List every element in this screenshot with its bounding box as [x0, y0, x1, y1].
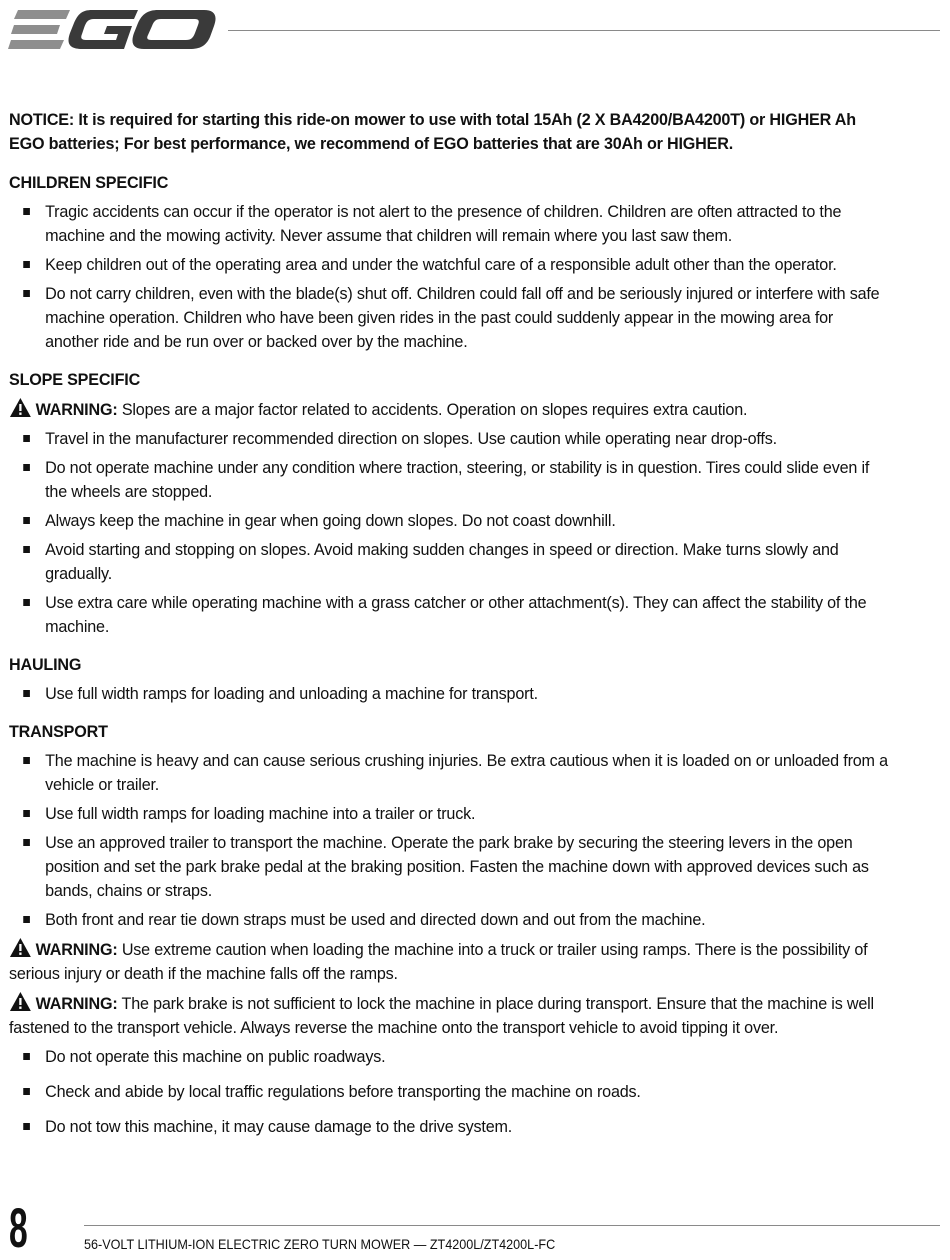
square-bullet-icon	[23, 599, 30, 606]
footer-product-title: 56-VOLT LITHIUM-ION ELECTRIC ZERO TURN MOWER — ZT4200L/ZT4200L-FC	[84, 1236, 556, 1252]
list-item	[9, 253, 891, 277]
header-rule	[228, 30, 940, 31]
footer-rule	[84, 1225, 940, 1226]
square-bullet-icon	[23, 916, 30, 923]
warning-label: WARNING:	[35, 940, 118, 959]
list-item-text: Avoid starting and stopping on slopes. Avoid making sudden changes in speed or direction. Make turns slowly and gradually.	[45, 540, 839, 583]
list-item	[9, 802, 891, 826]
hauling-list	[9, 682, 891, 706]
list-item-text: Always keep the machine in gear when going down slopes. Do not coast downhill.	[45, 511, 616, 530]
square-bullet-icon	[23, 546, 30, 553]
list-item-text: Check and abide by local traffic regulations before transporting the machine on roads.	[45, 1082, 641, 1101]
list-item	[9, 1045, 891, 1069]
list-item	[9, 538, 891, 586]
list-item	[9, 591, 891, 639]
transport-warning-park-brake	[9, 991, 891, 1040]
list-item-text: Do not carry children, even with the blade(s) shut off. Children could fall off and be seriously injured or interfere with safe machine operation. Children who have been given rides in the past could suddenly appear in the mowing area for another ride and be run over or backed over by the machine.	[45, 284, 880, 351]
list-item	[9, 200, 891, 248]
square-bullet-icon	[23, 290, 30, 297]
section-title-slope: SLOPE SPECIFIC	[9, 370, 141, 389]
list-item-text: Use an approved trailer to transport the machine. Operate the park brake by securing the steering levers in the open position and set the park brake pedal at the braking position. Fasten the machine down with approved devices such as bands, chains or straps.	[45, 833, 869, 900]
notice-paragraph: NOTICE: It is required for starting this ride-on mower to use with total 15Ah (2 X BA4200/BA4200T) or HIGHER Ah EGO batteries; For best performance, we recommend of EGO batteries that are 30Ah or HIGHER.	[9, 110, 856, 153]
warning-text: Use extreme caution when loading the machine into a truck or trailer using ramps. There is the possibility of serious injury or death if the machine falls off the ramps.	[9, 940, 868, 983]
list-item-text: Keep children out of the operating area and under the watchful care of a responsible adult other than the operator.	[45, 255, 837, 274]
section-title-transport: TRANSPORT	[9, 722, 108, 741]
list-item-text: Both front and rear tie down straps must be used and directed down and out from the machine.	[45, 910, 706, 929]
square-bullet-icon	[23, 1088, 30, 1095]
warning-triangle-icon	[9, 991, 32, 1012]
square-bullet-icon	[23, 690, 30, 697]
list-item	[9, 749, 891, 797]
list-item-text: Use full width ramps for loading machine into a trailer or truck.	[45, 804, 476, 823]
warning-label: WARNING:	[35, 994, 118, 1013]
list-item	[9, 831, 891, 903]
square-bullet-icon	[23, 1123, 30, 1130]
warning-label: WARNING:	[35, 400, 118, 419]
page-number: 8	[9, 1196, 28, 1259]
list-item	[9, 1080, 891, 1104]
square-bullet-icon	[23, 208, 30, 215]
list-item-text: Do not operate this machine on public roadways.	[45, 1047, 386, 1066]
square-bullet-icon	[23, 810, 30, 817]
list-item-text: The machine is heavy and can cause serious crushing injuries. Be extra cautious when it is loaded on or unloaded from a vehicle or trailer.	[45, 751, 888, 794]
list-item	[9, 1115, 891, 1139]
warning-text: The park brake is not sufficient to lock the machine in place during transport. Ensure that the machine is well fastened to the transport vehicle. Always reverse the machine onto the transport vehicle to avoid tipping it over.	[9, 994, 874, 1037]
list-item	[9, 427, 891, 451]
list-item	[9, 282, 891, 354]
list-item	[9, 456, 891, 504]
square-bullet-icon	[23, 839, 30, 846]
list-item-text: Travel in the manufacturer recommended direction on slopes. Use caution while operating near drop-offs.	[45, 429, 777, 448]
slope-warning	[9, 397, 891, 422]
square-bullet-icon	[23, 517, 30, 524]
list-item-text: Tragic accidents can occur if the operator is not alert to the presence of children. Children are often attracted to the machine and the mowing activity. Never assume that children will remain where you last saw them.	[45, 202, 842, 245]
warning-text: Slopes are a major factor related to accidents. Operation on slopes requires extra caution.	[117, 400, 748, 419]
warning-triangle-icon	[9, 397, 32, 418]
page-header	[0, 0, 950, 60]
list-item-text: Do not tow this machine, it may cause damage to the drive system.	[45, 1117, 513, 1136]
warning-triangle-icon	[9, 937, 32, 958]
list-item-text: Do not operate machine under any condition where traction, steering, or stability is in question. Tires could slide even if the wheels are stopped.	[45, 458, 870, 501]
ego-logo	[8, 6, 216, 54]
children-list	[9, 200, 891, 354]
transport-warning-ramps	[9, 937, 891, 986]
list-item	[9, 682, 891, 706]
page-content	[9, 108, 891, 1153]
square-bullet-icon	[23, 464, 30, 471]
list-item-text: Use extra care while operating machine with a grass catcher or other attachment(s). They can affect the stability of the machine.	[45, 593, 867, 636]
square-bullet-icon	[23, 1053, 30, 1060]
square-bullet-icon	[23, 757, 30, 764]
transport-road-list	[9, 1045, 891, 1139]
slope-list	[9, 427, 891, 639]
transport-list	[9, 749, 891, 932]
section-title-children: CHILDREN SPECIFIC	[9, 173, 169, 192]
section-title-hauling: HAULING	[9, 655, 82, 674]
square-bullet-icon	[23, 435, 30, 442]
square-bullet-icon	[23, 261, 30, 268]
list-item	[9, 908, 891, 932]
list-item-text: Use full width ramps for loading and unloading a machine for transport.	[45, 684, 538, 703]
list-item	[9, 509, 891, 533]
